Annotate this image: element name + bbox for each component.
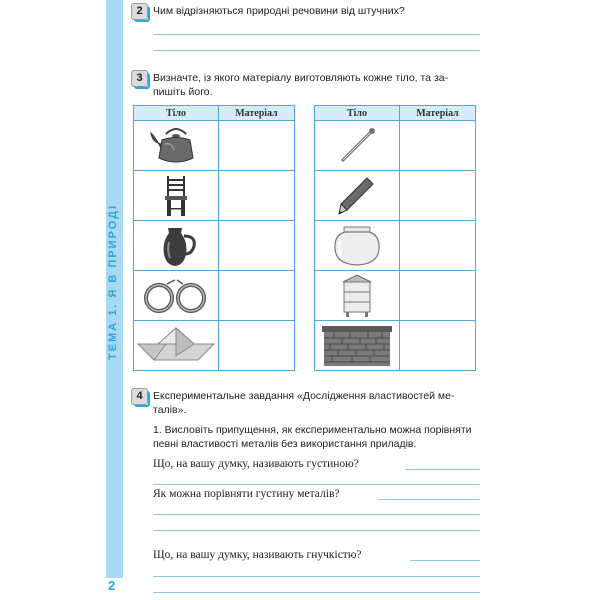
topic-title: ТЕМА 1. Я В ПРИРОДІ [107, 203, 119, 361]
material-answer-cell[interactable] [219, 171, 295, 221]
chair-icon [134, 171, 219, 221]
question-density: Що, на вашу думку, називають густиною? [153, 458, 359, 470]
answer-line[interactable] [153, 576, 480, 577]
task-3-question-line2: пишіть його. [153, 86, 213, 98]
task-4-title-line2: талів». [153, 404, 187, 416]
material-answer-cell[interactable] [400, 321, 476, 371]
stone-well-icon [315, 321, 400, 371]
jug-icon [134, 221, 219, 271]
column-header-body: Тіло [134, 106, 219, 121]
task-3-question-line1: Визначте, із якого матеріалу виготовляють кожне тіло, та за- [153, 72, 449, 84]
page-number: 2 [108, 578, 116, 593]
earrings-icon [134, 271, 219, 321]
column-header-body: Тіло [315, 106, 400, 121]
material-answer-cell[interactable] [219, 271, 295, 321]
material-table-left [133, 105, 295, 371]
paper-boat-icon [134, 321, 219, 371]
material-answer-cell[interactable] [400, 171, 476, 221]
material-answer-cell[interactable] [219, 221, 295, 271]
material-answer-cell[interactable] [400, 271, 476, 321]
answer-line[interactable] [405, 469, 480, 470]
answer-line[interactable] [378, 499, 480, 500]
task-4-title-line1: Експериментальне завдання «Дослідження властивостей ме- [153, 390, 455, 402]
glass-jar-icon [315, 221, 400, 271]
material-answer-cell[interactable] [400, 121, 476, 171]
material-answer-cell[interactable] [219, 321, 295, 371]
answer-line[interactable] [410, 560, 480, 561]
thermometer-icon [315, 121, 400, 171]
teapot-icon [134, 121, 219, 171]
column-header-material: Матеріал [400, 106, 476, 121]
answer-line[interactable] [153, 530, 480, 531]
task-2-question: Чим відрізняються природні речовини від штучних? [153, 5, 405, 17]
question-compare-density: Як можна порівняти густину металів? [153, 488, 340, 500]
answer-line[interactable] [153, 34, 480, 35]
material-answer-cell[interactable] [219, 121, 295, 171]
material-table-right [314, 105, 476, 371]
answer-line[interactable] [153, 484, 480, 485]
answer-line[interactable] [153, 50, 480, 51]
task-4-subtask-line2: певні властивості металів без використання приладів. [153, 438, 417, 450]
pencil-icon [315, 171, 400, 221]
answer-line[interactable] [153, 592, 480, 593]
task-3-number: 3 [131, 70, 148, 87]
beehive-icon [315, 271, 400, 321]
task-4-number: 4 [131, 388, 148, 405]
answer-line[interactable] [153, 514, 480, 515]
column-header-material: Матеріал [219, 106, 295, 121]
material-answer-cell[interactable] [400, 221, 476, 271]
task-4-subtask-line1: 1. Висловіть припущення, як експериментально можна порівняти [153, 424, 472, 436]
question-flexibility: Що, на вашу думку, називають гнучкістю? [153, 549, 362, 561]
task-2-number: 2 [131, 3, 148, 20]
